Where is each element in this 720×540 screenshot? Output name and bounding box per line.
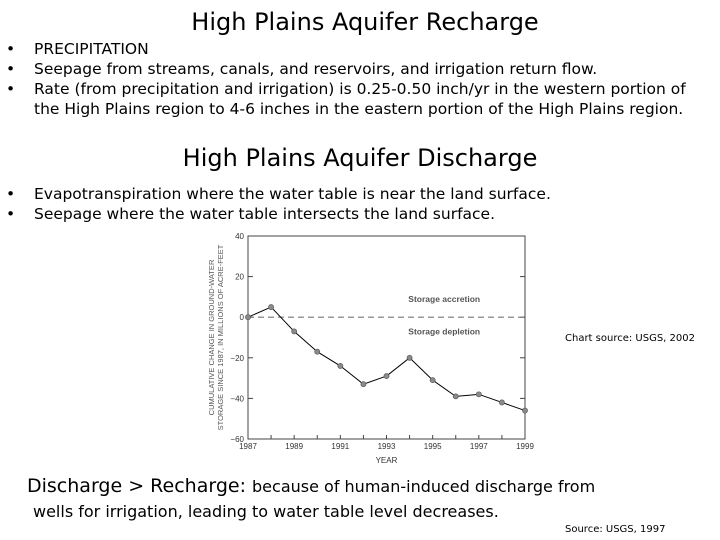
x-tick-label: 1999 (516, 442, 534, 451)
bullet-item: • Rate (from precipitation and irrigation) is 0.25-0.50 inch/yr in the western portion of the High Plains region to 4-6 inches in the eastern portion of the High Plains region. (6, 80, 686, 118)
x-tick-label: 1987 (239, 442, 257, 451)
y-tick-label: 20 (235, 272, 244, 282)
conclusion-lead: Discharge > Recharge: (27, 475, 246, 497)
discharge-bullet-list (0, 184, 714, 224)
y-axis-label: CUMULATIVE CHANGE IN GROUND-WATER (207, 259, 216, 416)
data-point (292, 329, 297, 334)
data-point (430, 378, 435, 383)
series-line (248, 307, 525, 411)
conclusion-line2: wells for irrigation, leading to water table level decreases. (33, 502, 499, 521)
bullet-text: PRECIPITATION (34, 40, 149, 58)
y-tick-label: −20 (230, 353, 244, 363)
data-point (315, 349, 320, 354)
bullet-text: Seepage from streams, canals, and reservoirs, and irrigation return flow. (34, 60, 598, 78)
bullet-item: • Evapotranspiration where the water table is near the land surface. (6, 185, 551, 203)
x-tick-label: 1991 (331, 442, 350, 451)
bullet-item: • Seepage where the water table intersects the land surface. (6, 205, 496, 223)
y-axis-label: STORAGE SINCE 1987, IN MILLIONS OF ACRE-FEET (216, 244, 225, 431)
data-point (361, 382, 366, 387)
discharge-title: High Plains Aquifer Discharge (182, 144, 538, 172)
bullet-text: Rate (from precipitation and irrigation) is 0.25-0.50 inch/yr in the western portion of the High Plains region to 4-6 inches in the eastern portion of the High Plains region. (34, 80, 686, 118)
chart-source: Chart source: USGS, 2002 (565, 333, 695, 344)
plot-frame (248, 236, 525, 439)
x-tick-label: 1995 (423, 442, 442, 451)
annotation-storage-accretion: Storage accretion (408, 293, 481, 304)
data-point (338, 363, 343, 368)
bullet-text: Evapotranspiration where the water table is near the land surface. (34, 185, 551, 203)
bullet-text: Seepage where the water table intersects the land surface. (34, 205, 496, 223)
y-tick-label: −60 (230, 435, 244, 444)
x-tick-label: 1989 (285, 442, 304, 451)
data-point (522, 408, 527, 413)
data-point (407, 355, 412, 360)
x-tick-label: 1997 (469, 442, 488, 451)
data-point (476, 392, 481, 397)
bullet-item: • PRECIPITATION (6, 40, 149, 58)
storage-change-chart (200, 228, 540, 468)
y-tick-label: 40 (235, 232, 244, 241)
y-tick-label: −40 (230, 394, 244, 404)
data-point (499, 400, 504, 405)
data-point (268, 304, 273, 309)
data-point (245, 315, 250, 320)
bullet-item: • Seepage from streams, canals, and reservoirs, and irrigation return flow. (6, 60, 598, 78)
x-axis-label: YEAR (375, 456, 398, 465)
recharge-title: High Plains Aquifer Recharge (191, 8, 539, 36)
conclusion-rest: because of human-induced discharge from (252, 477, 596, 496)
y-tick-label: 0 (239, 313, 244, 323)
bottom-source: Source: USGS, 1997 (565, 524, 666, 535)
annotation-storage-depletion: Storage depletion (408, 326, 481, 337)
data-point (384, 373, 389, 378)
data-point (453, 394, 458, 399)
recharge-bullet-list (0, 39, 714, 119)
x-tick-label: 1993 (377, 442, 396, 451)
conclusion-line (27, 475, 595, 497)
